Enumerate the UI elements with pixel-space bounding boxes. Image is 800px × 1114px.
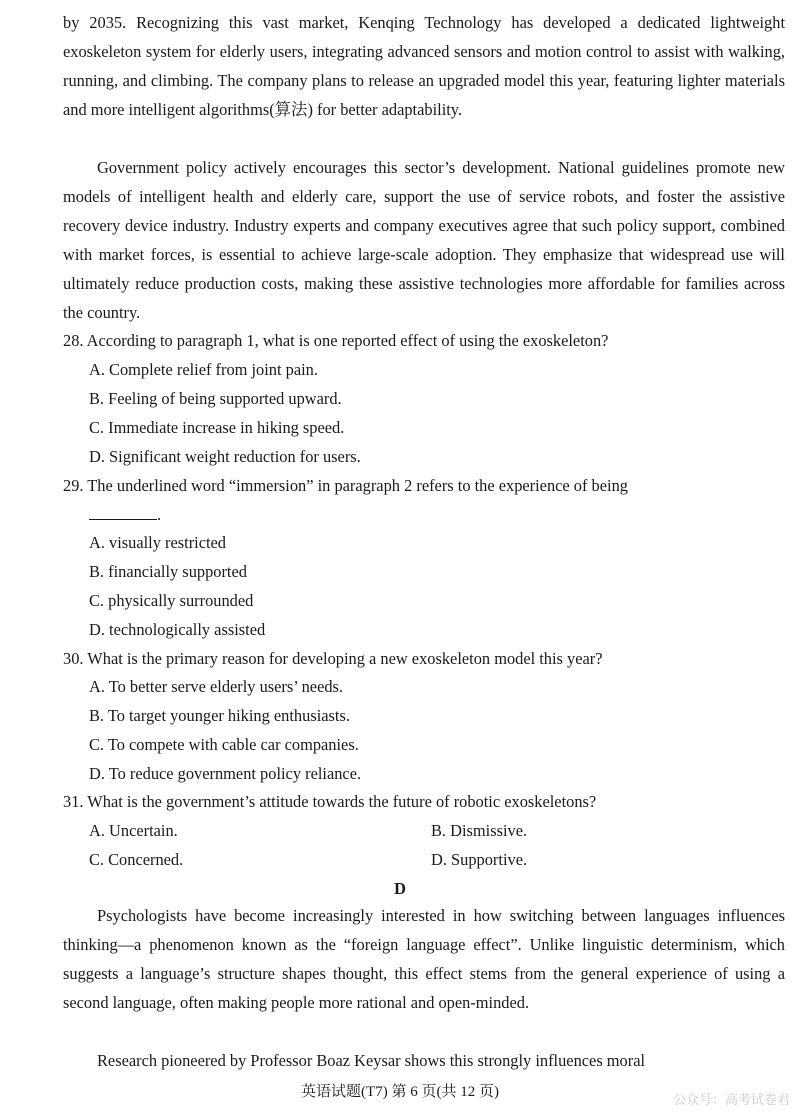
question-30-stem: 30. What is the primary reason for developing a new exoskeleton model this year?	[63, 649, 603, 668]
question-29-option-c: C. physically surrounded	[89, 591, 254, 610]
section-d-paragraph-1: Psychologists have become increasingly interested in how switching between languages influences thinking—a phenomenon known as the “foreign language effect”. Unlike linguistic determinism, which suggests a language’s structure shapes thought, this effect stems from the general experience of using a second language, often making people more rational and open-minded.	[63, 906, 785, 1012]
question-31-stem: 31. What is the government’s attitude towards the future of robotic exoskeletons?	[63, 792, 597, 811]
question-30-option-c: C. To compete with cable car companies.	[89, 735, 359, 754]
question-29-stem-end: .	[157, 505, 162, 524]
question-30-option-b: B. To target younger hiking enthusiasts.	[89, 706, 350, 725]
section-d-heading: D	[394, 879, 406, 898]
page-footer: 英语试题(T7) 第 6 页(共 12 页)	[301, 1084, 499, 1100]
question-31-option-d: D. Supportive.	[431, 850, 528, 869]
answer-blank	[89, 501, 157, 520]
section-d-paragraph-2: Research pioneered by Professor Boaz Keysar shows this strongly influences moral	[97, 1051, 646, 1070]
question-29-stem: 29. The underlined word “immersion” in paragraph 2 refers to the experience of being	[63, 476, 628, 495]
question-28-option-c: C. Immediate increase in hiking speed.	[89, 418, 345, 437]
question-30-option-a: A. To better serve elderly users’ needs.	[89, 677, 344, 696]
question-29-blank-line	[89, 501, 161, 530]
passage-paragraph-1: by 2035. Recognizing this vast market, Kenqing Technology has developed a dedicated lightweight exoskeleton system for elderly users, integrating advanced sensors and motion control to assist with walking, running, and climbing. The company plans to release an upgraded model this year, featuring lighter materials and more intelligent algorithms(算法) for better adaptability.	[63, 13, 785, 119]
question-28-option-b: B. Feeling of being supported upward.	[89, 389, 342, 408]
watermark: 公众号：高考试卷君	[672, 1093, 790, 1108]
question-28-option-a: A. Complete relief from joint pain.	[89, 360, 318, 379]
question-31-option-a: A. Uncertain.	[89, 821, 178, 840]
passage-paragraph-2: Government policy actively encourages this sector’s development. National guidelines promote new models of intelligent health and elderly care, support the use of service robots, and foster the assistive recovery device industry. Industry experts and company executives agree that such policy support, combined with market forces, is essential to achieve large-scale adoption. They emphasize that widespread use will ultimately reduce production costs, making these assistive technologies more affordable for families across the country.	[63, 158, 785, 322]
question-29-option-b: B. financially supported	[89, 562, 247, 581]
question-29-option-d: D. technologically assisted	[89, 620, 266, 639]
question-30-option-d: D. To reduce government policy reliance.	[89, 764, 362, 783]
question-28-stem: 28. According to paragraph 1, what is one reported effect of using the exoskeleton?	[63, 331, 609, 350]
question-31-option-b: B. Dismissive.	[431, 821, 528, 840]
question-28-option-d: D. Significant weight reduction for users.	[89, 447, 361, 466]
question-29-option-a: A. visually restricted	[89, 533, 227, 552]
question-31-option-c: C. Concerned.	[89, 850, 184, 869]
